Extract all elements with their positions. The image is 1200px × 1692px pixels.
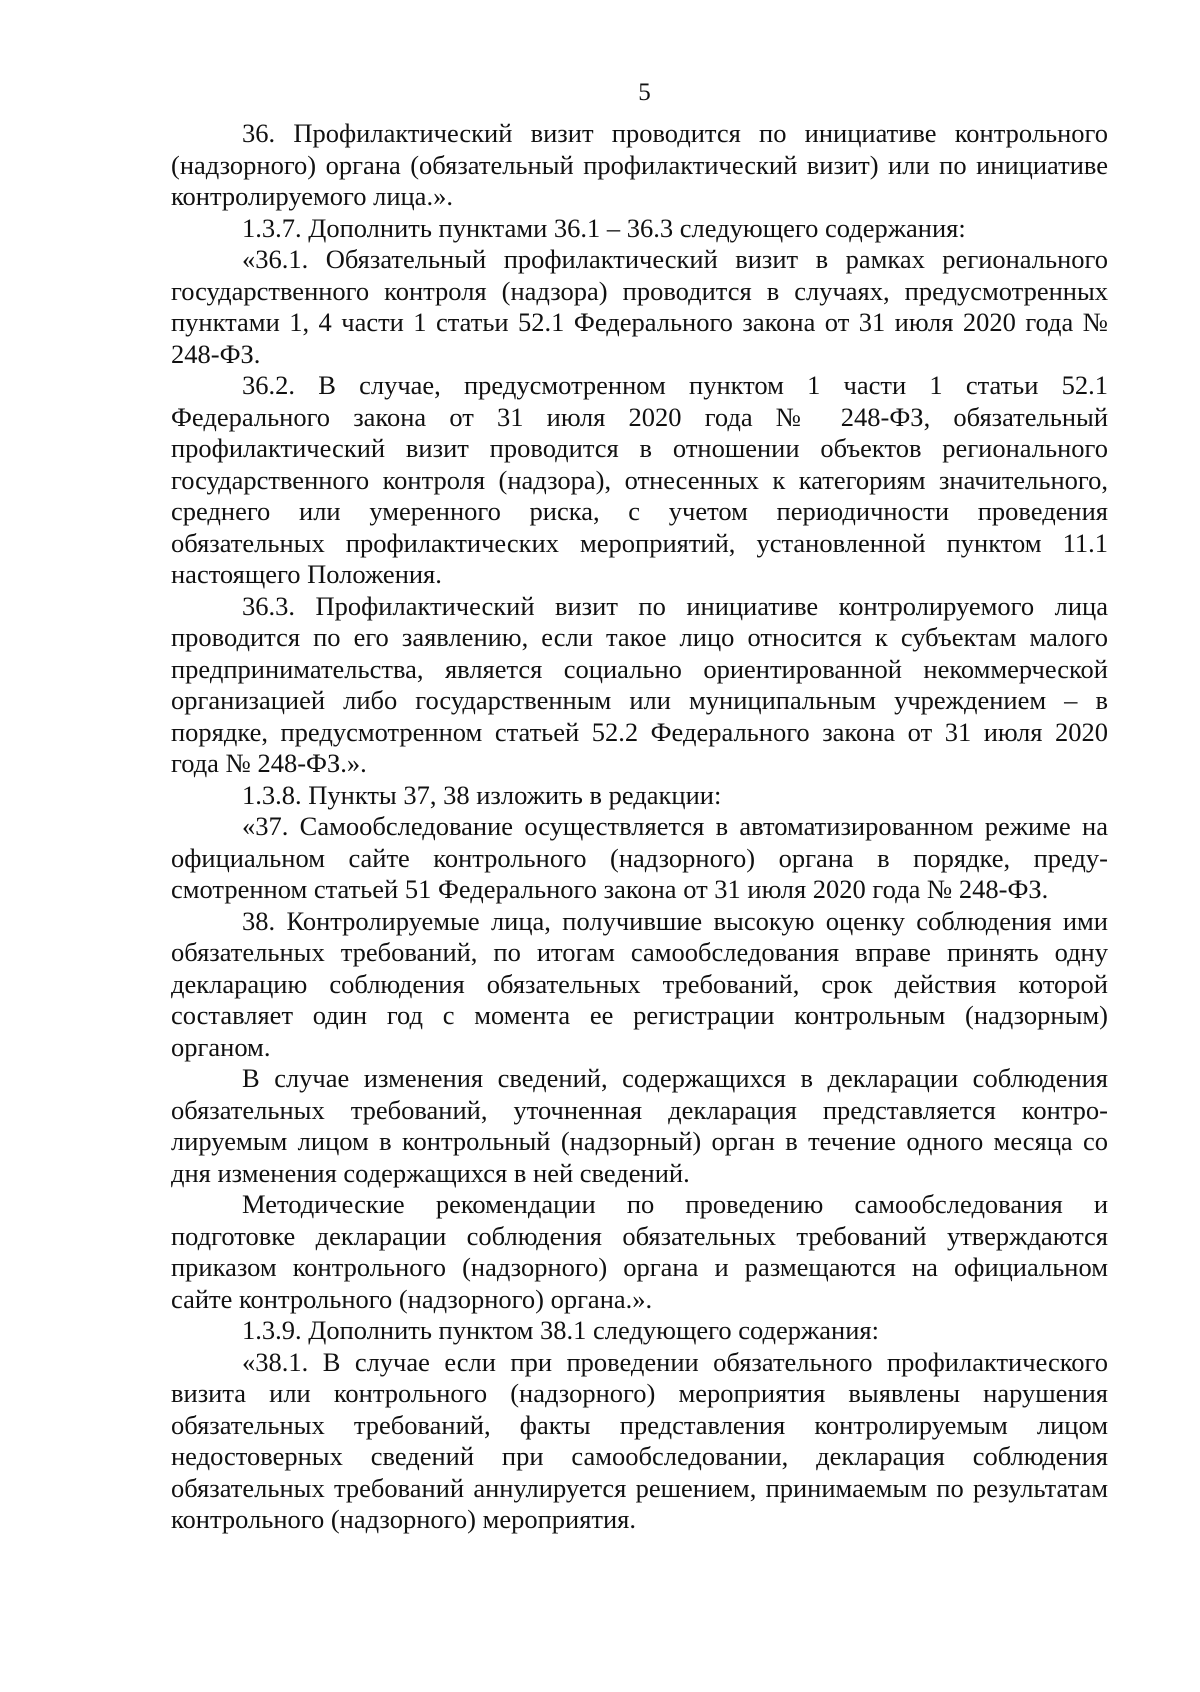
paragraph-1-3-7: 1.3.7. Дополнить пунктами 36.1 – 36.3 следующего содержания: [242, 212, 966, 243]
paragraph-declaration-change: В случае изменения сведений, содержащихся в декларации соблюдения обязательных требований, уточненная декларация представляется контролируемым лицом в контрольный (надзорный) орган в течение одного месяца со дня изменения содержащихся в ней сведений. [171, 1063, 1108, 1188]
paragraph-38: 38. Контролируемые лица, получившие высокую оценку соблюдения ими обязательных требований, по итогам самообследования вправе принять одну декларацию соблюдения обязательных требований, срок действия которой составляет один год с момента ее регистрации контрольным (надзорным) органом. [171, 905, 1108, 1062]
paragraph-38-1: «38.1. В случае если при проведении обязательного профилактического визита или контрольного (надзорного) мероприятия выявлены нарушения обязательных требований, факты представления контролируемым лицом недостоверных сведений при самообследовании, декларация соблюдения обязательных требований аннулируется решением, принимаемым по результатам контрольного (надзорного) мероприятия. [171, 1346, 1108, 1534]
paragraph-1-3-8: 1.3.8. Пункты 37, 38 изложить в редакции: [242, 779, 722, 810]
paragraph-36-2: 36.2. В случае, предусмотренном пунктом 1 части 1 статьи 52.1 Федерального закона от 31 июля 2020 года № 248-ФЗ, обязательный профилактический визит проводится в отношении объектов регионального государственного контроля (надзора), отнесенных к категориям значительного, среднего или умеренного риска, с учетом периодичности проведения обязательных профилактических мероприятий, установленной пунктом 11.1 настоящего Положения. [171, 370, 1108, 589]
page-number: 5 [638, 79, 651, 106]
paragraph-37: «37. Самообследование осуществляется в автоматизированном режиме на официальном сайте контрольного (надзорного) органа в порядке, предусмотренном статьей 51 Федерального закона от 31 июля 2020 года № 248-ФЗ. [171, 811, 1108, 904]
paragraph-1-3-9: 1.3.9. Дополнить пунктом 38.1 следующего содержания: [242, 1315, 879, 1345]
paragraph-36-3: 36.3. Профилактический визит по инициативе контролируемого лица проводится по его заявлению, если такое лицо относится к субъектам малого предпринимательства, является социально ориентированной некоммерческой организацией либо государственным или муниципальным учреждением – в порядке, предусмотренном статьей 52.2 Федерального закона от 31 июля 2020 года № 248-ФЗ.». [171, 590, 1108, 778]
paragraph-methodical-recommendations: Методические рекомендации по проведению самообследования и подготовке декларации соблюдения обязательных требований утверждаются приказом контрольного (надзорного) органа и размещаются на официальном сайте контрольного (надзорного) органа.». [171, 1189, 1108, 1314]
paragraph-36-1: «36.1. Обязательный профилактический визит в рамках регионального государственного контроля (надзора) проводится в случаях, предусмотренных пунктами 1, 4 части 1 статьи 52.1 Федерального закона от 31 июля 2020 года № 248-ФЗ. [171, 244, 1108, 369]
paragraph-36: 36. Профилактический визит проводится по инициативе контрольного (надзорного) органа (обязательный профилактический визит) или по инициативе контролируемого лица.». [171, 118, 1108, 211]
